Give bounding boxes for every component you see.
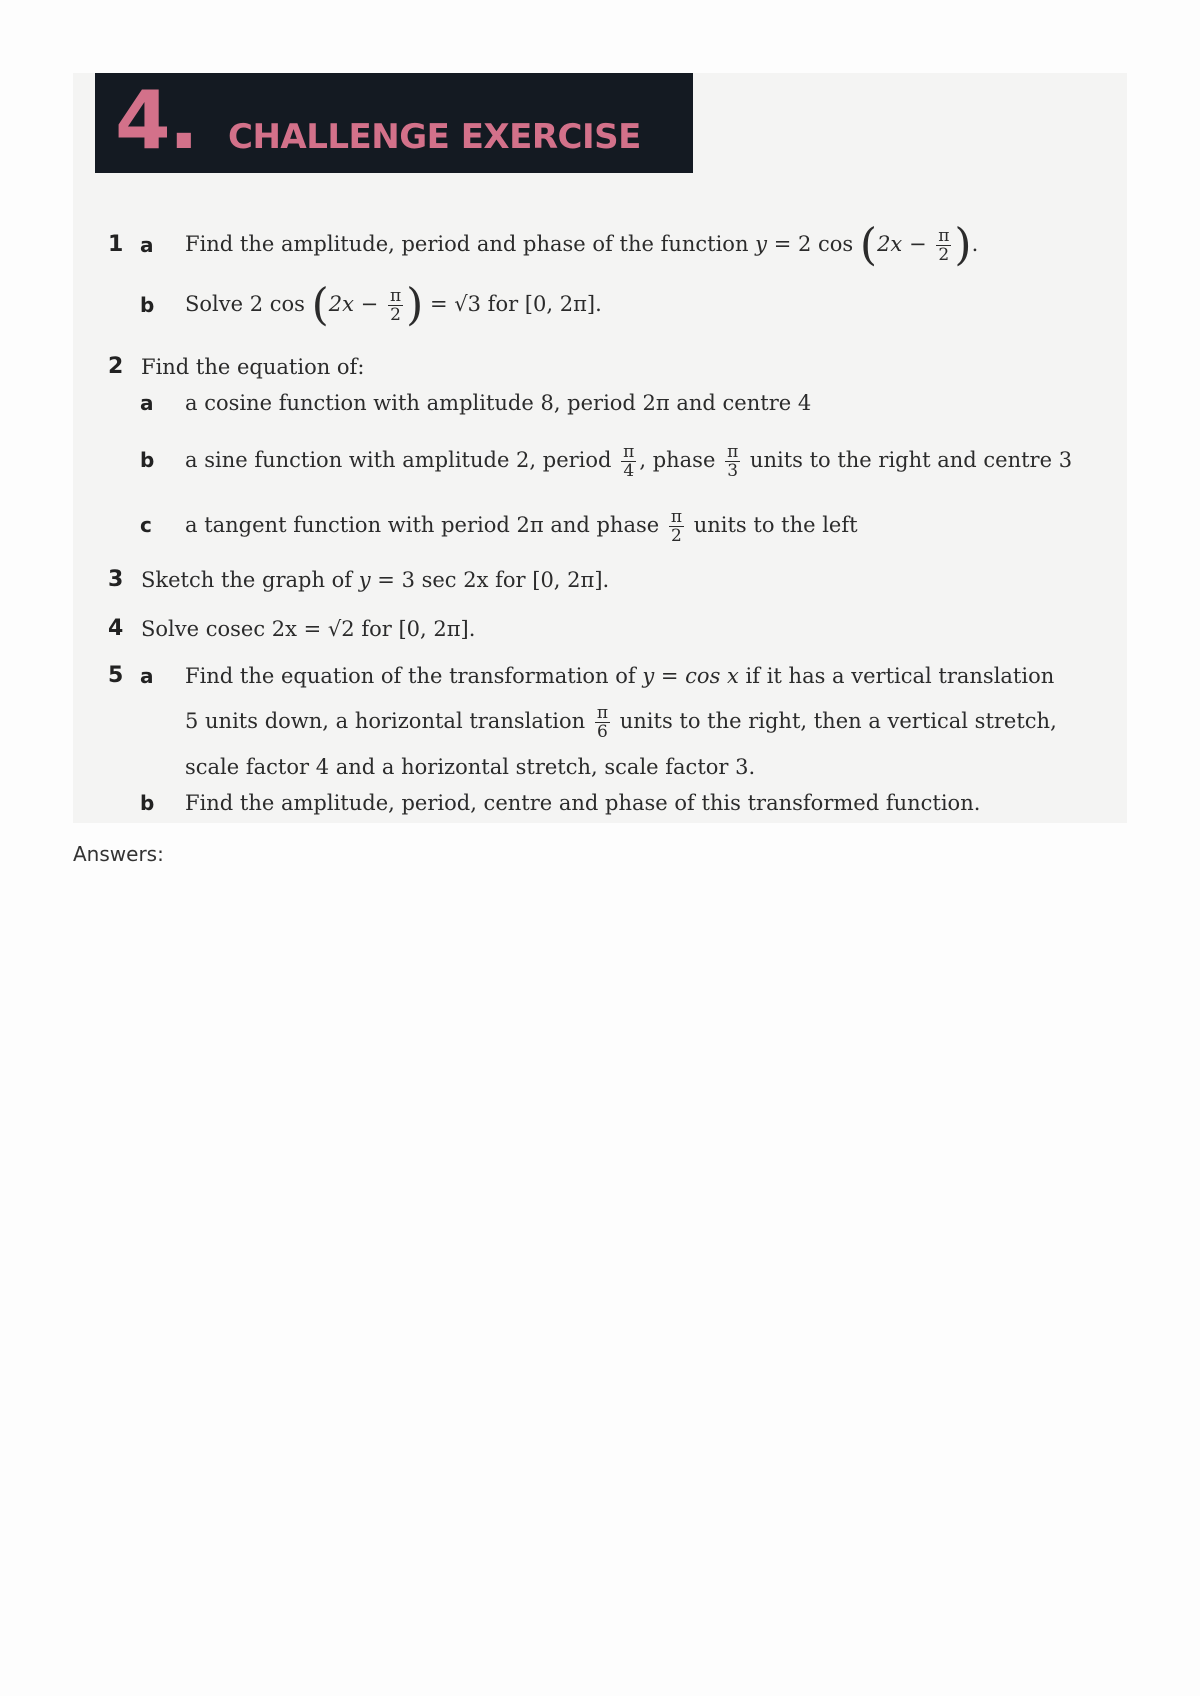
exercise-number: 4.	[115, 74, 198, 167]
fraction: $\frac{\pi}{3}$	[727, 442, 739, 481]
part-label: a	[140, 391, 154, 415]
fraction: $\frac{\pi}{6}$	[596, 703, 609, 742]
question-text: Sketch the graph of y = 3 sec 2x for [0, 2π].	[141, 568, 610, 592]
question-text: Solve 2 cos (2x − $\frac{\pi}{2}$ ) = √3 for [0, 2π].	[185, 279, 602, 331]
exercise-banner	[95, 73, 693, 173]
question-number: 5	[108, 663, 124, 688]
question-number: 1	[108, 232, 124, 257]
question-text: a tangent function with period 2π and phase $\frac{\pi}{2}$ units to the left	[185, 507, 858, 546]
part-label: a	[140, 233, 154, 257]
exercise-title: CHALLENGE EXERCISE	[228, 117, 641, 157]
part-label: a	[140, 664, 154, 688]
question-text: Find the amplitude, period, centre and phase of this transformed function.	[185, 791, 981, 815]
question-text: a sine function with amplitude 2, period $\frac{\pi}{4}$ , phase $\frac{\pi}{3}$ units to the right and centre 3	[185, 442, 1073, 481]
question-number: 2	[108, 354, 124, 379]
question-text: a cosine function with amplitude 8, period 2π and centre 4	[185, 391, 812, 415]
fraction: $\frac{\pi}{4}$	[623, 442, 635, 481]
question-number: 4	[108, 616, 124, 641]
fraction: $\frac{\pi}{2}$	[670, 507, 683, 546]
fraction: $\frac{\pi}{2}$	[938, 226, 950, 266]
question-text: Find the equation of:	[141, 355, 365, 379]
part-label: b	[140, 293, 155, 317]
question-text: scale factor 4 and a horizontal stretch, scale factor 3.	[185, 755, 756, 779]
answers-label: Answers:	[73, 842, 164, 866]
question-text: Solve cosec 2x = √2 for [0, 2π].	[141, 617, 476, 641]
question-text: 5 units down, a horizontal translation $\frac{\pi}{6}$ units to the right, then a vertical stretch,	[185, 703, 1057, 742]
part-label: b	[140, 448, 155, 472]
part-label: b	[140, 791, 155, 815]
question-text: Find the amplitude, period and phase of the function y = 2 cos (2x − $\frac{\pi}{2}$ ).	[185, 219, 979, 271]
question-text: Find the equation of the transformation of y = cos x if it has a vertical translation	[185, 664, 1055, 688]
question-number: 3	[108, 567, 124, 592]
fraction: $\frac{\pi}{2}$	[389, 286, 402, 326]
part-label: c	[140, 513, 152, 537]
